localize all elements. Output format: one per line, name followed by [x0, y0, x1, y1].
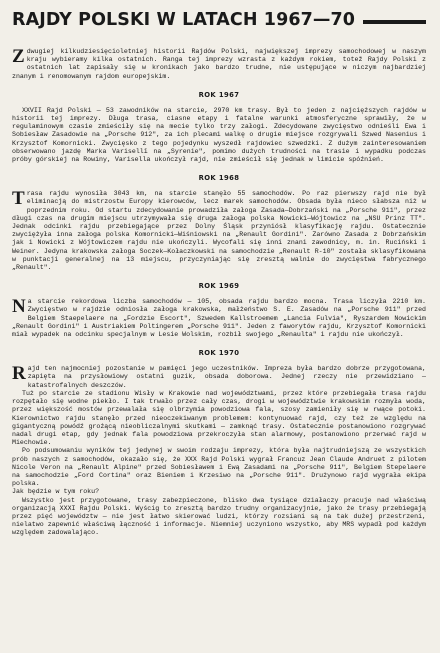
lead-text: dwugiej kilkudziesięcioletniej historii Rajdów Polski, największej imprezy samochodowej w naszym kraju wybieramy kilka ostatnich. Ranga tej imprezy wzrasta z każdym rokiem, totež Rajdy Polski z ostatnich lat zapisały się w kronikach jako bardzo trudne, nie ustępujące w niczym najbardziej znanym i renomowanym rajdom europejskim. [12, 48, 426, 80]
section-1967 [12, 107, 426, 164]
section-1970-paragraph-2: Tuż po starcie ze stadionu Wisły w Krakowie nad województwami, przez które przebiegała trasa rajdu rozpętało się wodne piekło. I tak trwało przez cały czas, drogi w województwie krakowskim rozmyła woda, przez większość mostów przewalała się olbrzymia powodziowa fala, szosy zamieniły się w rwące potoki. Kierownictwo rajdu stanęło przed nieoczekiwanym problemem: kontynuować rajd, czy też ze względu na gigantyczną powódź grożącą nieobliczalnymi skutkami — zamknąć trasy. Ostatecznie postanowiono rozgrywać nadal drugi etap, gdy jednak fala powodziowa przekroczyła stan alarmowy, postanowiono przerwać rajd w Miechowie. [12, 389, 426, 447]
section-heading-1969: ROK 1969 [198, 282, 240, 291]
title-rule [363, 20, 426, 24]
section-1970-question [12, 488, 426, 496]
section-1970-paragraph-1 [12, 365, 426, 390]
section-1969 [12, 298, 426, 339]
section-1968-paragraph [12, 190, 426, 272]
section-heading-1967: ROK 1967 [198, 90, 240, 99]
section-1969-dropcap: N [12, 296, 26, 318]
article-title: RAJDY POLSKI W LATACH 1967—70 [12, 10, 356, 30]
section-1969-paragraph [12, 298, 426, 339]
section-1970-paragraph-5: Wszystko jest przygotowane, trasy zabezpieczone, blisko dwa tysiące działaczy pracuje nad właściwą organizacją XXXI Rajdu Polski. Wyścig to zresztą bardzo trudny organizacyjnie, jako że trasy przebiegają przez pięć województw — nie jest łatwo skierować ludzi, którzy rozsiani są na tak dużej przestrzeni, nielatwo zapewnić właściwą łączność i informacje. Niemniej uczyniono wszystko, aby MRS wypadł pod każdym względem zadowalająco. [12, 496, 426, 537]
section-1970-text-1: ajd ten najmocniej pozostanie w pamięci jego uczestników. Impreza była bardzo dobrze przygotowana, zapięta na przysłowiowy ostatni guzik, obsada doborowa. Jednej rzeczy nie przewidziano — katastrofalnych deszczów. [27, 365, 426, 389]
section-1968-text: rasa rajdu wynosiła 3043 km, na starcie stanęło 55 samochodów. Po raz pierwszy rajd nie był eliminacją do mistrzostw Europy kierowców, lecz marek samochodów. Obsada była nieco słabsza niż w poprzednim roku. Od startu zdecydowanie prowadziła załoga Zasada—Dobrzański na „Porsche 911", przez długi czas na drugim miejscu utrzymywała się druga załoga polska Nowicki—Wójtowicz na „NSU Prinz TT". Jednak odcinki rajdu przebiegające przez Dolny Śląsk przyniósł klasyfikację rajdu. Ostatecznie zwyciężyła inna załoga polska Komornicki—Wiśniowski na „Renault Gordini". Zarówno Zasada z Dobrzańskim jak i Nowicki z Wójtowiczem rajdu nie ukończyli. Wycofali się inni znani zawodnicy, m. in. Ruciński i Weiner. Jedyna krakowska załoga Soczek—Kołaczkowski na samochodzie „Renault R-10" została sklasyfikowana w punktacji generalnej na 13 miejscu, przyczyniając się zresztą walnie do zwycięstwa fabrycznego „Renault". [12, 190, 426, 272]
section-1970-dropcap: R [12, 363, 26, 385]
section-1967-paragraph: XXVII Rajd Polski — 53 zawodników na starcie, 2970 km trasy. Był to jeden z najcięższych rajdów w historii tej imprezy. Długa trasa, ciasne etapy i fatalne warunki atmosferyczne sprawiły, że w regulaminowym czasie zmieściły się na mecie tylko trzy załogi. Zdecydowane zwycięstwo odnieśli Ewa i Sobiesław Zasadowie na „Porsche 912", za ich plecami walkę o drugie miejsce rozgrywali Szwed Nasenius i Krzysztof Komornicki. Zwycięsko z tego pojedynku wyszedł rajdowiec szwedzki. Z dużym zainteresowaniem obserwowano jazdę Marka Varisellī na „Syrenie", pomimo dużych trudności na trasie i wypadku podczas próby górskiej na Rowiny, Varisella ukończył rajd, nie zmieścił się jednak w limicie spóźnień. [12, 106, 426, 164]
section-heading-1970: ROK 1970 [198, 349, 240, 358]
section-1969-text: a starcie rekordowa liczba samochodów — 105, obsada rajdu bardzo mocna. Trasa liczyła 2210 km. Zwycięstwo w rajdzie odniosła załoga krakowska, małżeństwo S. E. Zasadów na „Porsche 911" przed Belgiem Staepelaere na „Fordzie Escort", Szwedem Kallstroemem „Lancia Fulvia", Ryszardem Nowickim „Renault Gordini" i Austriakiem Poltingerem „Porsche 911". Jeden z faworytów rajdu, Krzysztof Komornicki miał wypadek na odcinku specjalnym w Lesie Wolskim, rozbił swojego „Renaulta" i rajdu nie ukończył. [12, 298, 426, 339]
lead-dropcap: Z [12, 46, 25, 67]
section-1968-dropcap: T [12, 188, 25, 210]
lead-paragraph [12, 48, 426, 81]
section-1968 [12, 190, 426, 272]
section-heading-1968: ROK 1968 [198, 174, 240, 183]
section-1970-paragraph-3: Po podsumowaniu wyników tej jedynej w swoim rodzaju imprezy, która była najtrudniejszą ze wszystkich prób naszych z samochodów, okazało się, że XXX Rajd Polski wygrał Francuz Jean Claude Andruet z pilotem Nicole Veron na „Renault Alpine" przed Sobiesławem i Ewą Zasadami na „Porsche 911", Belgiem Stepelaere na samochodzie „Ford Cortina" oraz Bieniem i Krzesiwo na „Porsche 911". Drużynowo rajd wygrała ekipa polska. [12, 447, 426, 488]
article-header [12, 6, 426, 34]
section-1970-question-text: Jak będzie w tym roku? [12, 488, 100, 496]
section-1970 [12, 365, 426, 537]
